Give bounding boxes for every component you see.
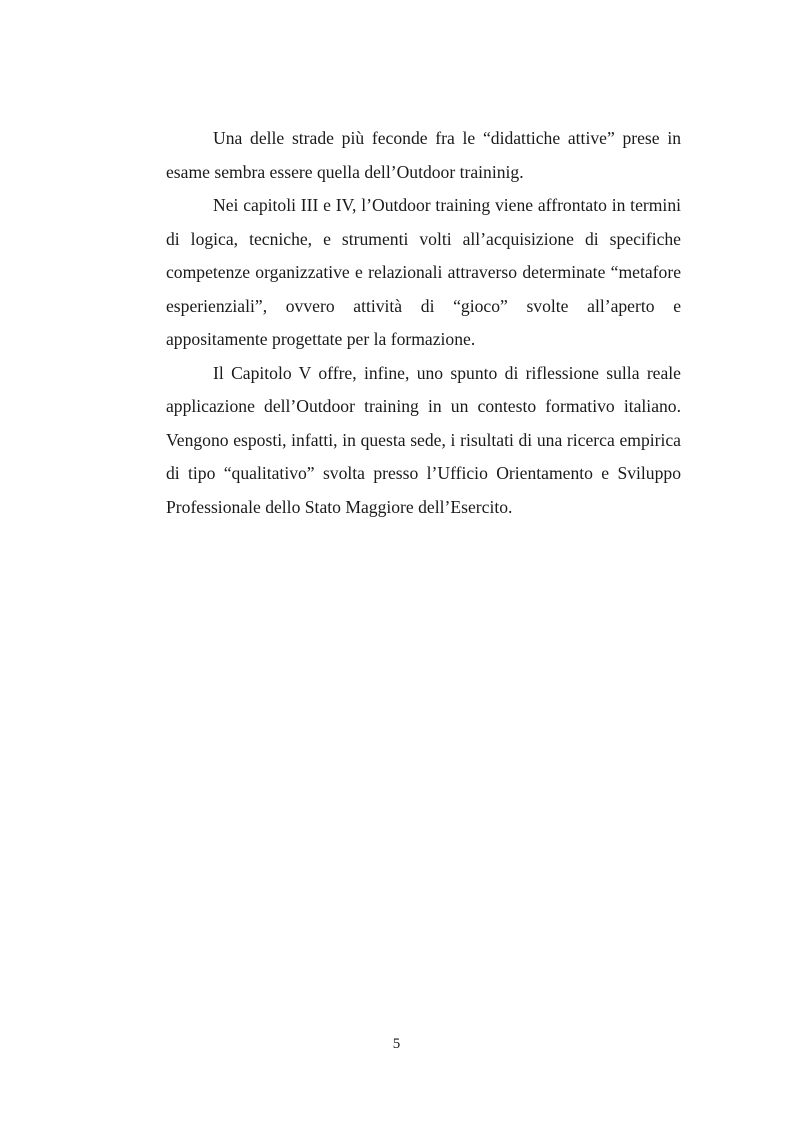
body-text [166, 122, 681, 524]
paragraph-2: Nei capitoli III e IV, l’Outdoor training viene affrontato in termini di logica, tecniche, e strumenti volti all’acquisizione di specifiche competenze organizzative e relazionali attraverso determinate “metafore esperienziali”, ovvero attività di “gioco” svolte all’aperto e appositamente progettate per la formazione. [166, 195, 681, 349]
paragraph-3: Il Capitolo V offre, infine, uno spunto di riflessione sulla reale applicazione dell’Outdoor training in un contesto formativo italiano. Vengono esposti, infatti, in questa sede, i risultati di una ricerca empirica di tipo “qualitativo” svolta presso l’Ufficio Orientamento e Sviluppo Professionale dello Stato Maggiore dell’Esercito. [166, 362, 681, 517]
paragraph-1: Una delle strade più feconde fra le “didattiche attive” prese in esame sembra essere quella dell’Outdoor traininig. [166, 128, 681, 182]
page-number: 5 [392, 1036, 401, 1052]
